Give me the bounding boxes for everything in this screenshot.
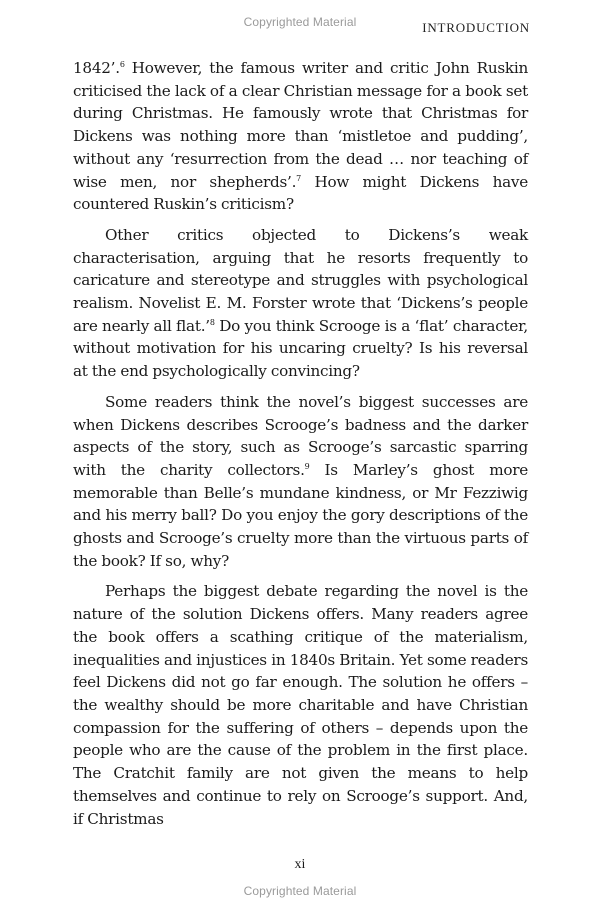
- watermark-top: Copyrighted Material: [243, 15, 357, 29]
- paragraph-1: [73, 57, 528, 216]
- footnote-ref-8: 8: [209, 317, 215, 327]
- page-number: xi: [294, 857, 306, 872]
- footnote-ref-9: 9: [304, 461, 310, 471]
- footnote-ref-7: 7: [296, 173, 301, 183]
- text-run: 1842’.: [73, 59, 120, 77]
- text-run: Do you think Scrooge is a ‘flat’ character, without motivation for his uncaring cruelty? Is his reversal at the end psychologically convincing?: [73, 316, 528, 381]
- running-head: INTRODUCTION: [422, 20, 530, 35]
- text-run: Other critics objected to Dickens’s weak characterisation, arguing that he resorts frequently to caricature and stereotype and struggles with psychological realism. Novelist E. M. Forster wrote that ‘Dickens’s people are nearly all flat.’: [73, 225, 528, 335]
- body-text: [73, 57, 528, 838]
- watermark-bottom: Copyrighted Material: [243, 884, 357, 898]
- text-run: Some readers think the novel’s biggest successes are when Dickens describes Scrooge’s badness and the darker aspects of the story, such as Scrooge’s sarcastic sparring with the charity collectors.: [73, 392, 528, 479]
- text-run: How might Dickens have countered Ruskin’s criticism?: [73, 172, 528, 214]
- text-run: Is Marley’s ghost more memorable than Belle’s mundane kindness, or Mr Fezziwig and his merry ball? Do you enjoy the gory descriptions of the ghosts and Scrooge’s cruelty more than the virtuous parts of the book? If so, why?: [73, 460, 529, 570]
- paragraph-2: [73, 224, 528, 383]
- footnote-ref-6: 6: [119, 60, 125, 69]
- paragraph-4: [73, 580, 528, 830]
- text-run: However, the famous writer and critic John Ruskin criticised the lack of a clear Christian message for a book set during Christmas. He famously wrote that Christmas for Dickens was nothing more than ‘mistletoe and pudding’, without any ‘resurrection from the dead … nor teaching of wise men, nor shepherds’.: [73, 59, 528, 191]
- text-run: Perhaps the biggest debate regarding the novel is the nature of the solution Dickens offers. Many readers agree the book offers a scathing critique of the materialism, inequalities and injustices in 1840s Britain. Yet some readers feel Dickens did not go far enough. The solution he offers – the wealthy should be more charitable and have Christian compassion for the suffering of others – depends upon the people who are the cause of the problem in the first place. The Cratchit family are not given the means to help themselves and continue to rely on Scrooge’s support. And, if Christmas: [73, 582, 528, 828]
- paragraph-3: [73, 391, 528, 573]
